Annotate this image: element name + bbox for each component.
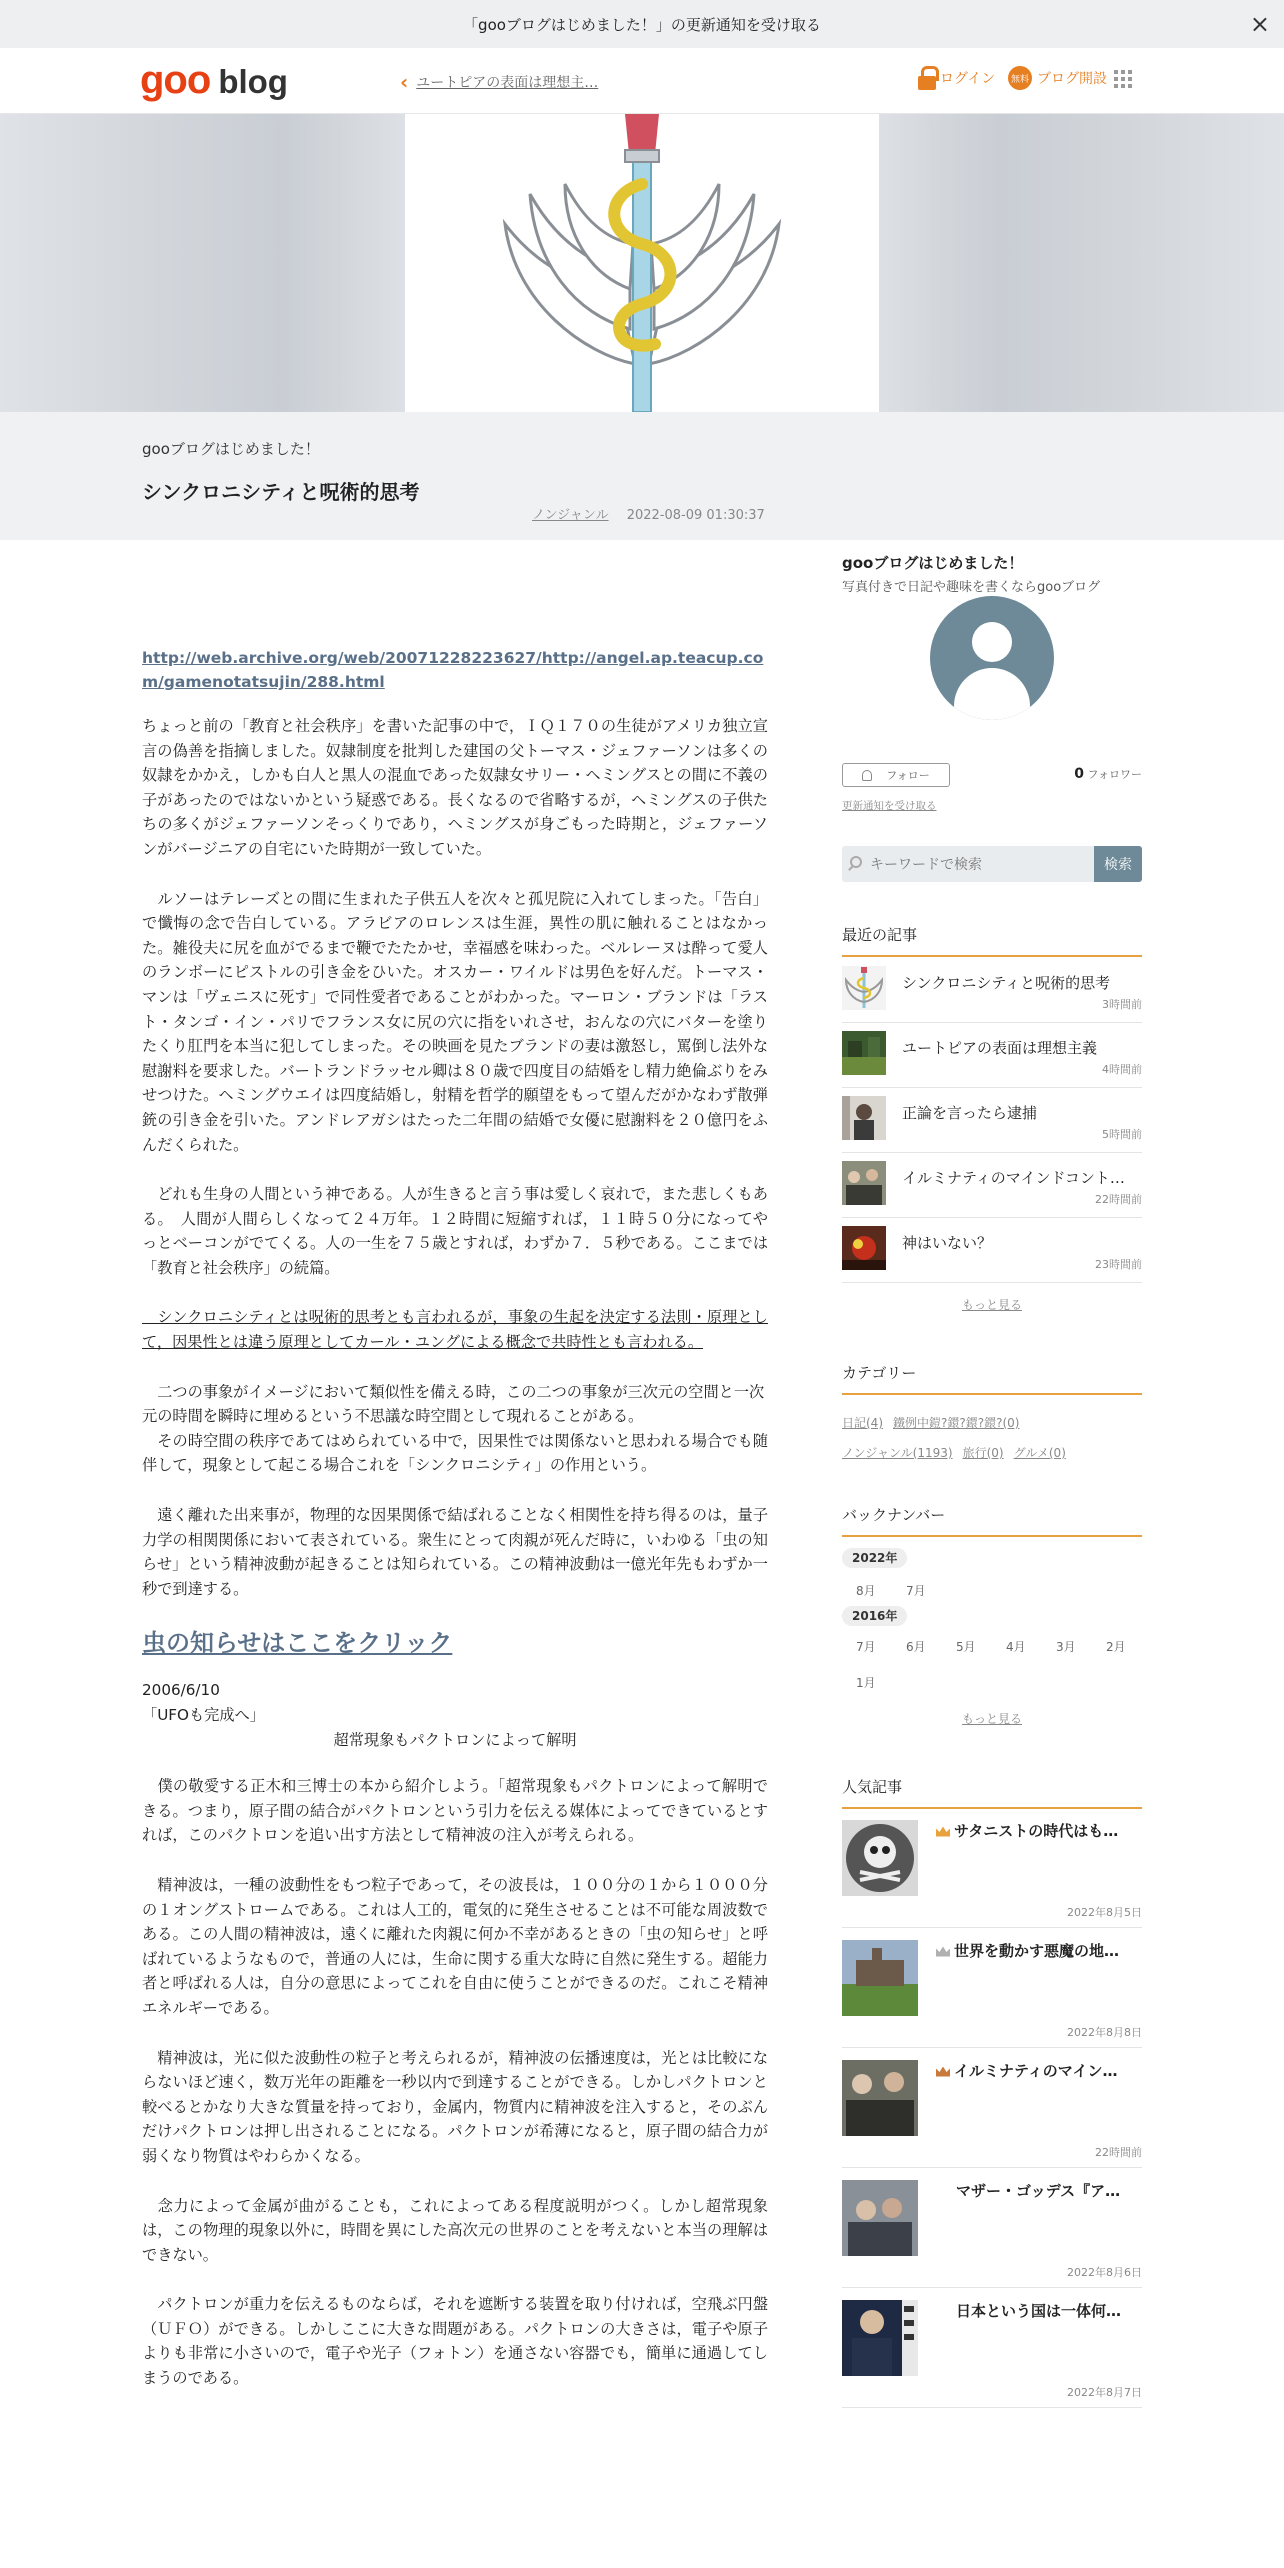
winged-emblem-image [405,114,879,412]
recent-thumb [842,1031,886,1075]
popular-title-text: マザー・ゴッデス『ア… [956,2182,1121,2200]
month-link[interactable]: 3月 [1056,1640,1076,1654]
prev-article-link[interactable] [400,70,598,94]
grid-menu-icon[interactable] [1114,70,1132,88]
entry-header [0,412,1284,540]
popular-title-text: 世界を動かす悪魔の地… [954,1942,1120,1960]
category-link[interactable]: ノンジャンル(1193) [842,1446,953,1460]
article-paragraph: その時空間の秩序であてはめられている中で，因果性では関係ないと思われる場合でも随伴して，現象として起こる場合これを「シンクロニシティ」の作用という。 [142,1431,768,1475]
article-paragraph: どれも生身の人間という神である。人が生きると言う事は愛しく哀れで，また悲しくもある。 人間が人間らしくなって２４万年。１２時間に短縮すれば，１１時５０分になってやっとベーコンがでてくる。人の一生を７５歳とすれば，わずか７．５秒である。ここまでは「教育と社会秩序」の続篇。 [142,1185,768,1277]
follower-count [1074,766,1142,782]
notify-text[interactable]: 「gooブログはじめました！」の更新通知を受け取る [463,15,821,34]
popular-date: 2022年8月5日 [1067,1906,1142,1919]
backnumber-more-link[interactable]: もっと見る [961,1712,1022,1726]
popular-thumb [842,2180,918,2256]
article-body [142,646,768,2416]
sidebar-description: 写真付きで日記や趣味を書くならgooブログ [842,580,1101,595]
entry-title: シンクロニシティと呪術的思考 [142,480,420,504]
notify-bar[interactable] [0,0,1284,48]
bug-notice-link[interactable]: 虫の知らせはここをクリック [142,1629,453,1658]
popular-title-text: イルミナティのマイン… [954,2062,1118,2080]
search-input[interactable] [842,846,1094,882]
popular-title-text: サタニストの時代はも… [954,1822,1119,1840]
recent-time: 23時間前 [1095,1258,1142,1271]
month-link[interactable]: 5月 [956,1640,976,1654]
logo-goo: goo [140,58,211,102]
popular-thumb [842,2300,918,2376]
recent-thumb [842,966,886,1010]
recent-item[interactable] [842,1153,1142,1218]
login-label: ログイン [940,71,996,87]
backnumber-heading: バックナンバー [842,1504,1142,1537]
banner-emblem [405,114,879,412]
article-paragraph: 念力によって金属が曲がることも，これによってある程度説明がつく。しかし超常現象は，この物理的現象以外に，時間を異にした高次元の世界のことを考えないと本当の理解はできない。 [142,2196,768,2264]
follower-number: 0 [1074,766,1085,782]
popular-title[interactable] [936,1820,1142,1841]
recent-more-link[interactable]: もっと見る [961,1298,1022,1312]
open-blog-label: ブログ開設 [1037,71,1107,87]
year-2022: 2022年 [842,1548,907,1568]
recent-title[interactable]: 正論を言ったら逮捕 [902,1104,1038,1122]
popular-item[interactable] [842,1808,1142,1928]
popular-date: 2022年8月6日 [1067,2266,1142,2279]
site-header [0,48,1284,114]
recent-thumb [842,1096,886,1140]
popular-item[interactable] [842,2048,1142,2168]
month-link[interactable]: 8月 [856,1584,876,1598]
popular-item[interactable] [842,1928,1142,2048]
popular-title[interactable] [936,2060,1142,2081]
lock-icon [918,66,936,90]
article-paragraph: ルソーはテレーズとの間に生まれた子供五人を次々と孤児院に入れてしまった。「告白」で懺悔の念で告白している。アラビアのロレンスは生涯，異性の肌に触れることはなかった。雑役夫に尻を血がでるまで鞭でたたかせ，幸福感を味わった。ベルレーヌは酔って愛人のランボーにピストルの引き金をひいた。オスカー・ワイルドは男色を好んだ。トーマス・マンは「ヴェニスに死す」で同性愛者であることがわかった。マーロン・ブランドは「ラスト・タンゴ・イン・パリでフランス女に尻の穴に指をいれさせ，おんなの穴にバターを塗りたくり肛門を本当に犯してしまった。その映画を見たブランドの妻は激怒し，罵倒し法外な慰謝料を要求した。バートランドラッセル卿は８０歳で四度目の結婚をし精力絶倫ぶりをみせつけた。ヘミングウエイは四度結婚し，射精を哲学的願望をもって望んだがかなわず散弾銃の引き金を引いた。アンドレアガシはたった二年間の結婚で女優に慰謝料を２０億円をふんだくられた。 [142,889,768,1154]
follow-label: フォロー [886,769,930,782]
category-link[interactable]: 旅行(0) [962,1446,1004,1460]
recent-thumb [842,1161,886,1205]
popular-thumb [842,1940,918,2016]
popular-date: 22時間前 [1095,2146,1142,2159]
article-paragraph: パクトロンが重力を伝えるものならば，それを遮断する装置を取り付ければ，空飛ぶ円盤（ＵＦＯ）ができる。しかしここに大きな問題がある。パクトロンの大きさは，電子や原子よりも非常に小さいので，電子や光子（フォトン）を通さない容器でも，簡単に通過してしまうのである。 [142,2295,769,2388]
sidebar-blog-name[interactable]: gooブログはじめました！ [842,554,1024,572]
recent-item[interactable] [842,958,1142,1023]
popular-thumb [842,1820,918,1896]
user-icon [862,770,872,781]
banner-blur-right [879,114,1284,412]
popular-title[interactable] [936,2180,1142,2201]
popular-date: 2022年8月8日 [1067,2026,1142,2039]
recent-item[interactable] [842,1218,1142,1283]
source-link[interactable]: http://web.archive.org/web/20071228223627/http://angel.ap.teacup.com/gamenotatsujin/288.html [142,649,764,691]
goo-blog-logo[interactable] [140,58,288,102]
article-date-line: 2006/6/10 [142,1681,220,1700]
prev-article-title[interactable]: ユートピアの表面は理想主… [416,75,599,91]
open-blog-button[interactable] [1008,66,1107,90]
popular-item[interactable] [842,2288,1142,2408]
recent-item[interactable] [842,1023,1142,1088]
free-badge: 無料 [1008,66,1032,90]
popular-date: 2022年8月7日 [1067,2386,1142,2399]
recent-title[interactable]: イルミナティのマインドコント… [902,1169,1125,1187]
month-link[interactable]: 4月 [1006,1640,1026,1654]
blog-banner [0,114,1284,412]
avatar [930,596,1054,720]
article-paragraph: 僕の敬愛する正木和三博士の本から紹介しよう。「超常現象もパクトロンによって解明できる。つまり，原子間の結合がパクトロンという引力を伝える媒体によってできているとすれば，このパクトロンを追い出す方法として精神波の注入が考えられる。 [142,1777,768,1845]
year-2016: 2016年 [842,1606,907,1626]
recent-time: 5時間前 [1102,1128,1142,1141]
month-link[interactable]: 7月 [856,1640,876,1654]
category-link[interactable]: 日記(4) [842,1416,883,1430]
recent-title[interactable]: 神はいない？ [902,1234,993,1252]
entry-category-link[interactable]: ノンジャンル [532,508,609,523]
popular-title[interactable] [936,2300,1142,2321]
category-list [842,1408,1142,1468]
recent-title[interactable]: シンクロニシティと呪術的思考 [902,974,1111,992]
sidebar-notify-link[interactable]: 更新通知を受け取る [842,800,937,812]
entry-datetime: 2022-08-09 01:30:37 [626,508,765,523]
login-button[interactable] [918,66,995,90]
popular-item[interactable] [842,2168,1142,2288]
recent-time: 4時間前 [1102,1063,1142,1076]
article-paragraph: 精神波は，一種の波動性をもつ粒子であって，その波長は，１００分の１から１０００分の１オングストロームである。これは人工的，電気的に発生させることは不可能な周波数である。この人間の精神波は，遠くに離れた肉親に何か不幸があるときの「虫の知らせ」と呼ばれているようなもので，普通の人には，生命に関する重大な時に自然に発生する。超能力者と呼ばれる人は，自分の意思によってこれを自由に使うことができるのだ。これこそ精神エネルギーである。 [142,1875,769,2017]
article-paragraph: ちょっと前の「教育と社会秩序」を書いた記事の中で，ＩＱ１７０の生徒がアメリカ独立宣言の偽善を指摘しました。奴隷制度を批判した建国の父トーマス・ジェファーソンは多くの奴隷をかかえ，しかも白人と黒人の混血であった奴隷女サリー・ヘミングスとの間に不義の子があったのではないかという疑惑である。長くなるので省略するが，ヘミングスの子供たちの多くがジェファーソンそっくりであり，ヘミングスが身ごもった時期と，ジェファーソンがバージニアの自宅にいた時期が一致していた。 [142,717,768,858]
close-icon[interactable]: × [1249,10,1270,38]
recent-time: 22時間前 [1095,1193,1142,1206]
follower-label: フォロワー [1087,768,1142,781]
entry-meta [532,504,765,523]
crown-icon [936,1827,950,1837]
popular-thumb [842,2060,918,2136]
article-paragraph: 遠く離れた出来事が，物理的な因果関係で結ばれることなく相関性を持ち得るのは，量子力学の相関関係において表されている。衆生にとって肉親が死んだ時に，いわゆる「虫の知らせ」という精神波動が起きることは知られている。この精神波動は一億光年先もわずか一秒で到達する。 [142,1506,769,1598]
article-subtitle: 超常現象もパクトロンによって解明 [333,1730,577,1749]
article-paragraph: 精神波は，光に似た波動性の粒子と考えられるが，精神波の伝播速度は，光とは比較にならないほど速く，数万光年の距離を一秒以内で到達することができる。しかしパクトロンと較べるとかなり大きな質量を持っており，金属内，物質内に精神波を注入すると，そのぶんだけパクトロンは押し出されることになる。パクトロンが希薄になると，原子間の結合力が弱くなり物質はやわらかくなる。 [142,2048,769,2165]
ufo-line: 「UFOも完成へ」 [142,1706,265,1724]
recent-item[interactable] [842,1088,1142,1153]
popular-title[interactable] [936,1940,1142,1961]
category-link[interactable]: 鐵例中鎧?鐶?鐶?鐶?(0) [893,1416,1020,1430]
logo-blog: blog [218,63,288,100]
search-icon [850,856,862,868]
month-link[interactable]: 6月 [906,1640,926,1654]
category-link[interactable]: グルメ(0) [1013,1446,1066,1460]
blog-name[interactable]: gooブログはじめました！ [142,440,320,458]
banner-blur-left [0,114,405,412]
search-button[interactable]: 検索 [1094,846,1142,882]
category-heading: カテゴリー [842,1362,1142,1395]
month-link[interactable]: 7月 [906,1584,926,1598]
month-link[interactable]: 1月 [856,1676,876,1690]
chevron-left-icon: ‹ [400,70,409,94]
follow-button[interactable] [842,763,950,787]
article-paragraph-underlined: シンクロニシティとは呪術的思考とも言われるが，事象の生起を決定する法則・原理として，因果性とは違う原理としてカール・ユングによる概念で共時性とも言われる。 [142,1308,768,1352]
popular-heading: 人気記事 [842,1776,1142,1809]
article-paragraph: 二つの事象がイメージにおいて類似性を備える時，この二つの事象が三次元の空間と一次元の時間を瞬時に埋めるという不思議な時空間として現れることがある。 [142,1382,765,1426]
crown-icon [936,1947,950,1957]
recent-title[interactable]: ユートピアの表面は理想主義 [902,1039,1098,1057]
popular-title-text: 日本という国は一体何… [956,2302,1122,2320]
recent-heading: 最近の記事 [842,924,1142,957]
recent-time: 3時間前 [1102,998,1142,1011]
crown-icon [936,2067,950,2077]
month-link[interactable]: 2月 [1106,1640,1126,1654]
recent-thumb [842,1226,886,1270]
